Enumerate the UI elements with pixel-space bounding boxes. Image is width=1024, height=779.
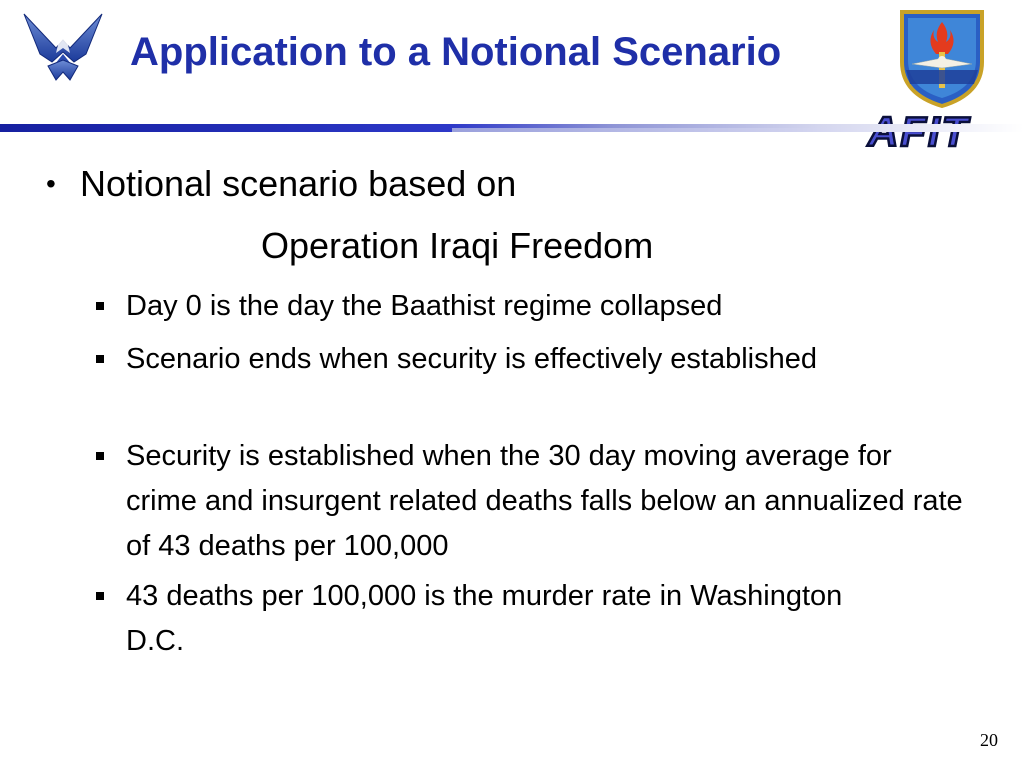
main-bullet-line-1: Notional scenario based on bbox=[80, 163, 517, 204]
square-bullet-icon bbox=[96, 592, 104, 600]
sub-bullet-text: Scenario ends when security is effectively established bbox=[126, 343, 818, 375]
aetc-crest-logo bbox=[896, 8, 988, 108]
square-bullet-icon bbox=[96, 302, 104, 310]
bullet-dot-icon: • bbox=[46, 168, 56, 199]
header-divider-accent bbox=[452, 128, 1024, 132]
air-force-wings-logo bbox=[22, 10, 104, 82]
sub-bullet-text: Security is established when the 30 day moving average for crime and insurgent related deaths falls below an annualized rate of 43 deaths per 100,000 bbox=[126, 440, 963, 562]
sub-bullet-text: 43 deaths per 100,000 is the murder rate in Washington D.C. bbox=[126, 580, 843, 657]
page-number: 20 bbox=[980, 730, 998, 750]
slide-title: Application to a Notional Scenario bbox=[130, 30, 782, 74]
main-bullet-line-2: Operation Iraqi Freedom bbox=[261, 225, 654, 266]
square-bullet-icon bbox=[96, 355, 104, 363]
square-bullet-icon bbox=[96, 452, 104, 460]
sub-bullet-text: Day 0 is the day the Baathist regime collapsed bbox=[126, 290, 723, 322]
